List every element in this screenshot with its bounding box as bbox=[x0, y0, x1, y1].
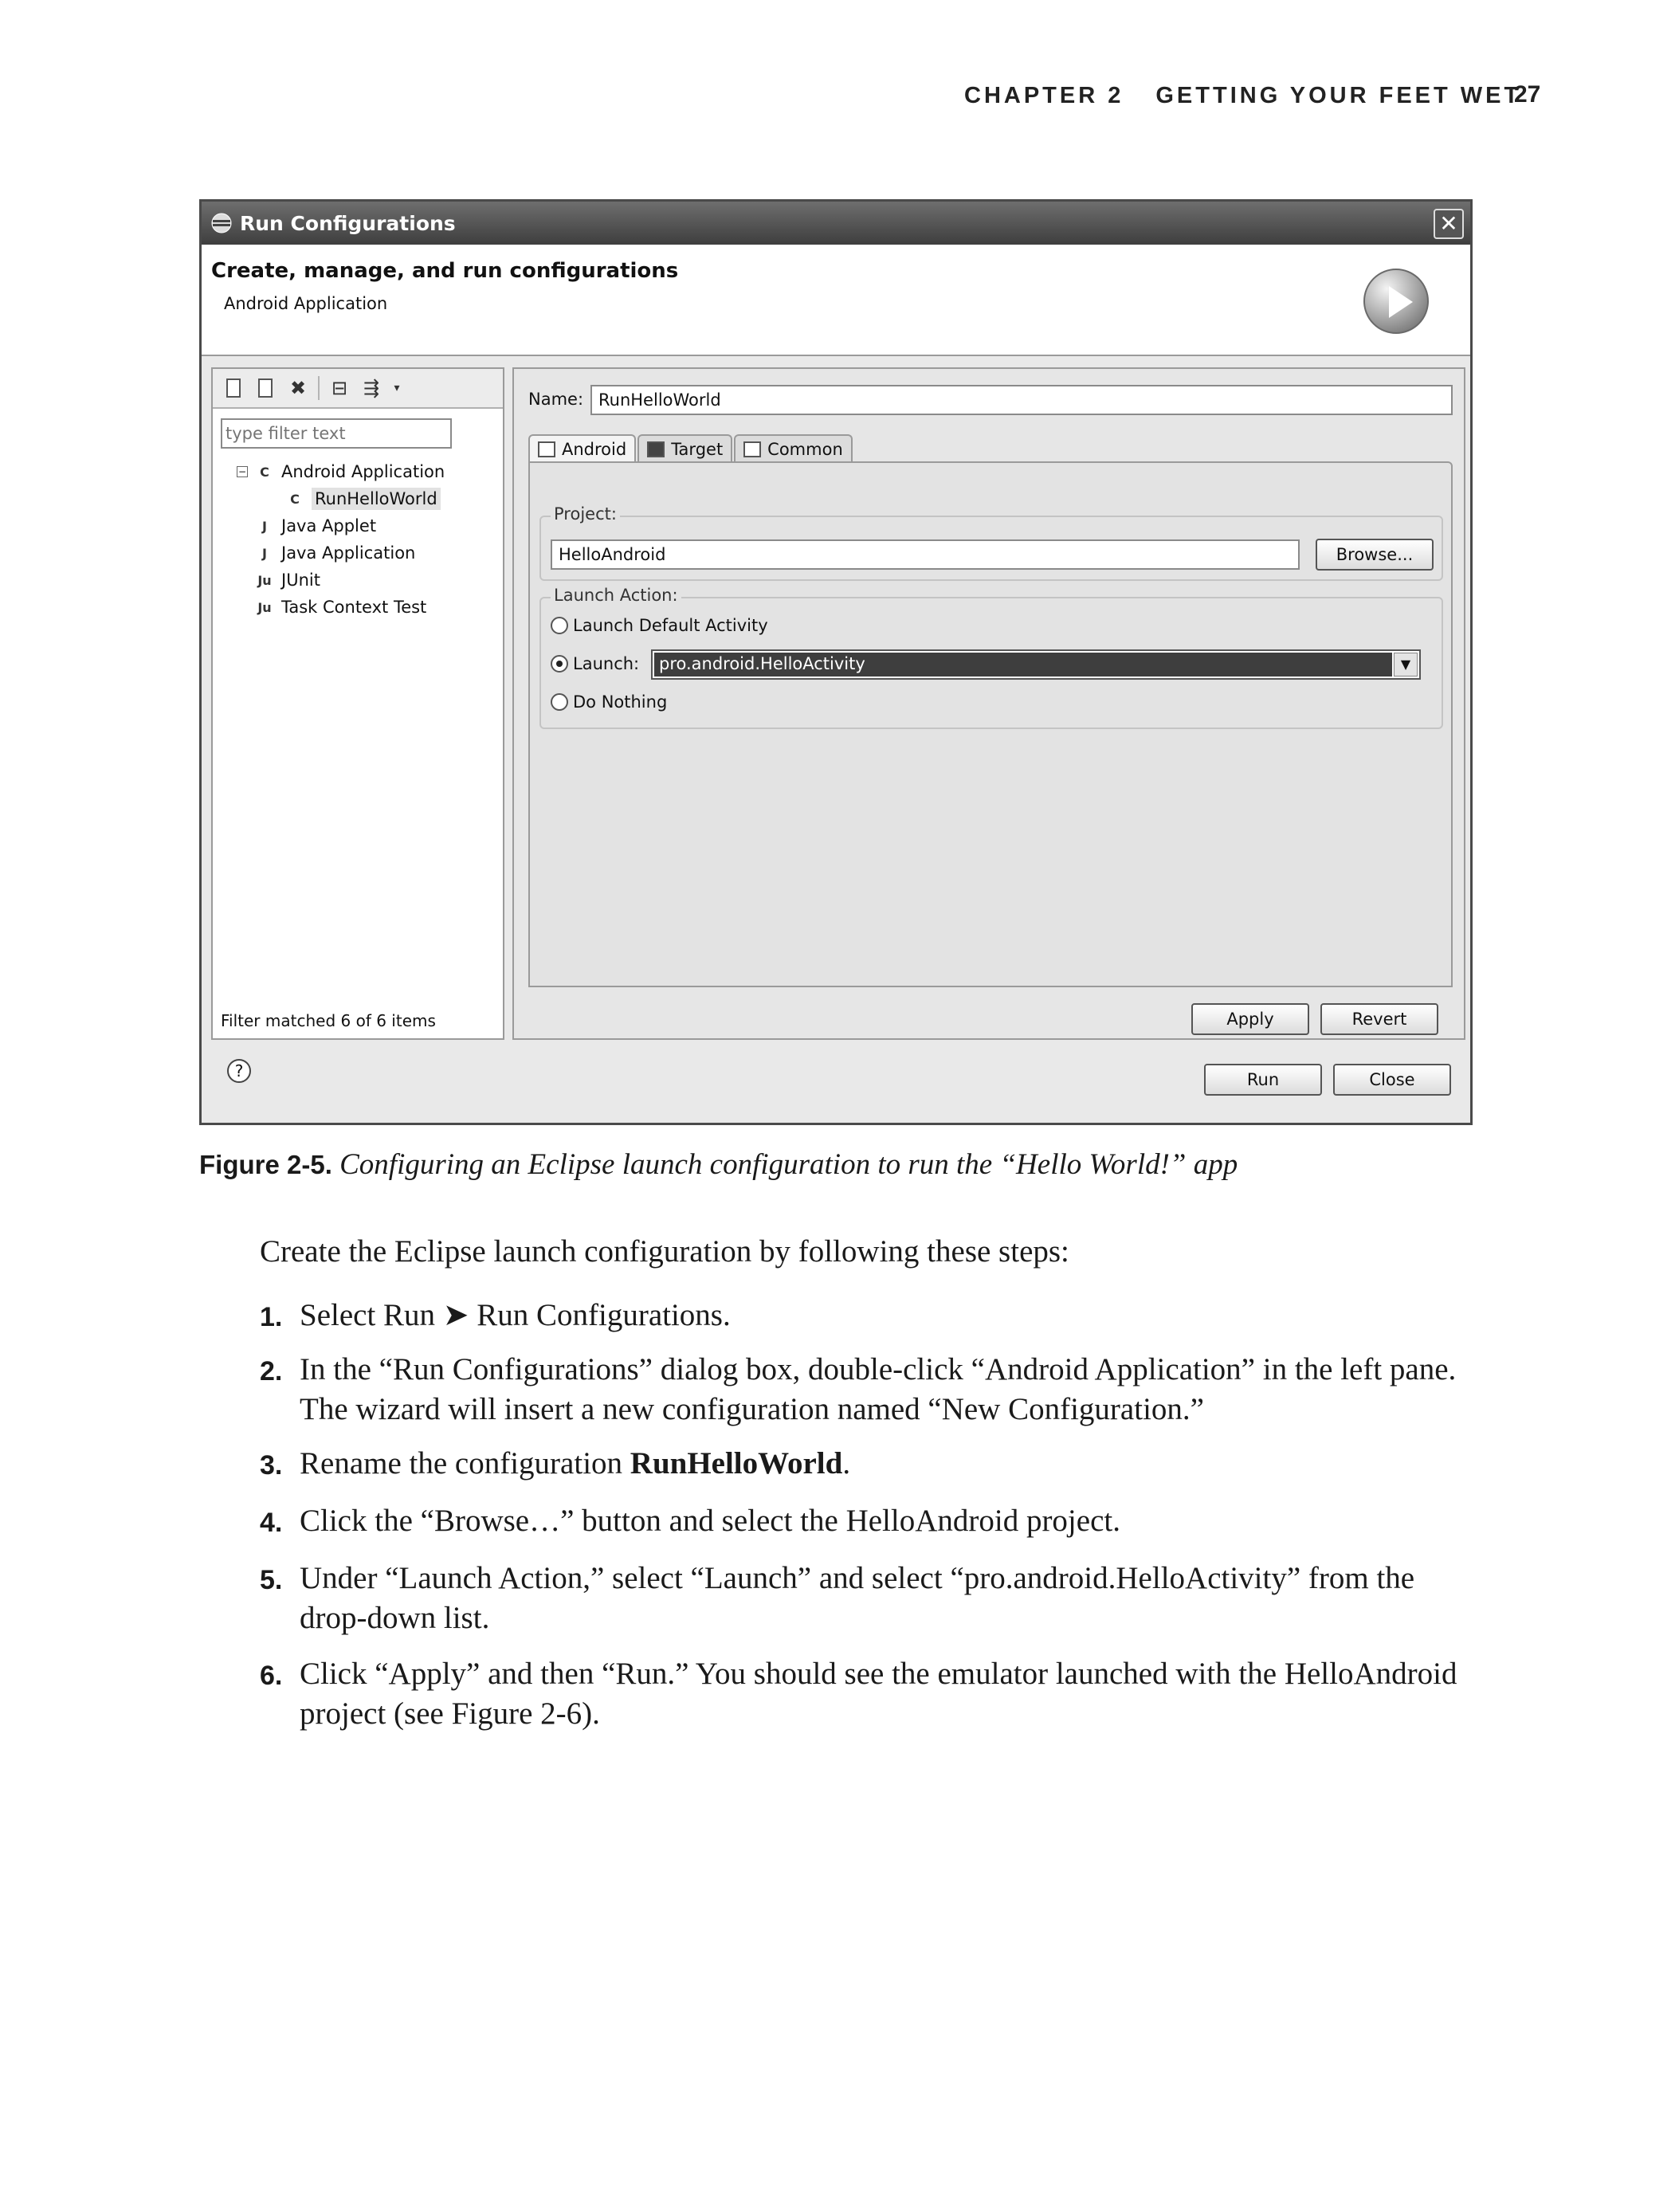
android-config-icon: C bbox=[260, 464, 269, 480]
revert-button[interactable]: Revert bbox=[1320, 1003, 1438, 1035]
eclipse-icon bbox=[210, 211, 233, 235]
dialog-banner bbox=[202, 245, 1470, 356]
steps-list bbox=[260, 1296, 1463, 1734]
step-number: 5. bbox=[260, 1565, 283, 1595]
step-text: Click “Apply” and then “Run.” You should see the emulator launched with the HelloAndroid project (see Figure 2-6). bbox=[300, 1657, 1457, 1731]
running-header bbox=[964, 83, 1522, 109]
java-applet-icon: J bbox=[262, 518, 267, 534]
list-item bbox=[260, 1559, 1463, 1638]
banner-heading: Create, manage, and run configurations bbox=[211, 259, 679, 283]
tree-item-label: Java Application bbox=[281, 543, 416, 563]
dialog-titlebar[interactable] bbox=[202, 202, 1470, 245]
run-play-icon bbox=[1363, 269, 1429, 334]
step-number: 1. bbox=[260, 1302, 283, 1332]
project-group bbox=[539, 504, 1443, 581]
step-text: Under “Launch Action,” select “Launch” and select “pro.android.HelloActivity” from the drop-down list. bbox=[300, 1561, 1415, 1635]
tree-item-label: RunHelloWorld bbox=[312, 488, 441, 510]
android-config-icon: C bbox=[290, 491, 300, 507]
figure-caption-text: Configuring an Eclipse launch configuration to run the “Hello World!” app bbox=[339, 1148, 1238, 1181]
launch-action-group bbox=[539, 586, 1443, 729]
step-text: In the “Run Configurations” dialog box, double-click “Android Application” in the left pane. The wizard will insert a new configuration named “New Configuration.” bbox=[300, 1352, 1457, 1426]
toolbar-separator bbox=[318, 376, 320, 400]
chevron-down-icon[interactable]: ▾ bbox=[394, 382, 400, 394]
step-text: Select Run ➤ Run Configurations. bbox=[300, 1298, 731, 1332]
radio-launch-default-activity[interactable] bbox=[551, 616, 768, 635]
radio-launch[interactable] bbox=[551, 654, 639, 673]
task-context-test-icon: Ju bbox=[257, 599, 272, 615]
radio-button[interactable] bbox=[551, 617, 568, 634]
figure-caption bbox=[199, 1147, 1490, 1182]
delete-icon[interactable]: ✖ bbox=[289, 377, 307, 399]
tree-item-junit[interactable] bbox=[213, 567, 503, 594]
launch-activity-value: pro.android.HelloActivity bbox=[654, 653, 1392, 677]
radio-label: Launch: bbox=[573, 654, 640, 673]
chevron-down-icon[interactable]: ▼ bbox=[1394, 653, 1418, 677]
radio-do-nothing[interactable] bbox=[551, 692, 667, 712]
left-toolbar bbox=[213, 369, 503, 409]
junit-icon: Ju bbox=[257, 572, 272, 588]
list-item bbox=[260, 1654, 1463, 1734]
step-number: 6. bbox=[260, 1661, 283, 1691]
new-config-icon[interactable] bbox=[222, 376, 246, 400]
collapse-toggle-icon[interactable]: − bbox=[237, 466, 247, 477]
tab-common[interactable] bbox=[734, 434, 853, 463]
tab-label: Target bbox=[671, 440, 724, 459]
run-button[interactable]: Run bbox=[1204, 1064, 1322, 1096]
close-button[interactable]: Close bbox=[1333, 1064, 1451, 1096]
tab-target[interactable] bbox=[637, 434, 732, 463]
tab-android[interactable] bbox=[528, 434, 636, 463]
tree-item-label: Java Applet bbox=[281, 516, 377, 535]
project-field[interactable] bbox=[551, 539, 1300, 570]
target-tab-icon bbox=[647, 441, 665, 457]
figure-label: Figure 2-5. bbox=[199, 1150, 332, 1179]
tree-item-runhelloworld[interactable] bbox=[213, 485, 503, 512]
configuration-editor-pane bbox=[512, 367, 1465, 1040]
launch-action-label: Launch Action: bbox=[551, 586, 681, 605]
step-text: Click the “Browse…” button and select the HelloAndroid project. bbox=[300, 1504, 1120, 1538]
radio-button-selected[interactable] bbox=[551, 655, 568, 673]
android-tab-icon bbox=[538, 441, 555, 457]
help-icon[interactable]: ? bbox=[227, 1059, 251, 1083]
config-name-bold: RunHelloWorld bbox=[630, 1446, 843, 1481]
tree-item-android-application[interactable] bbox=[213, 458, 503, 485]
radio-label: Launch Default Activity bbox=[573, 616, 768, 635]
tree-item-label: JUnit bbox=[281, 571, 320, 590]
apply-button[interactable]: Apply bbox=[1191, 1003, 1309, 1035]
tab-label: Android bbox=[562, 440, 627, 459]
duplicate-icon[interactable] bbox=[254, 376, 278, 400]
filter-input[interactable] bbox=[221, 418, 452, 449]
list-item bbox=[260, 1501, 1463, 1543]
android-tab-panel bbox=[528, 461, 1453, 987]
step-number: 2. bbox=[260, 1356, 283, 1386]
configuration-tree bbox=[213, 458, 503, 621]
config-tabs bbox=[528, 434, 854, 463]
list-item bbox=[260, 1350, 1463, 1430]
intro-paragraph: Create the Eclipse launch configuration by following these steps: bbox=[260, 1234, 1069, 1269]
java-application-icon: J bbox=[262, 545, 267, 561]
radio-button[interactable] bbox=[551, 693, 568, 711]
chapter-title: GETTING YOUR FEET WET bbox=[1155, 83, 1522, 108]
tree-item-label: Android Application bbox=[281, 462, 445, 481]
step-text-part: Rename the configuration bbox=[300, 1446, 630, 1481]
window-close-button[interactable]: ✕ bbox=[1434, 209, 1464, 239]
chapter-label: CHAPTER 2 bbox=[964, 83, 1124, 108]
name-field[interactable] bbox=[590, 385, 1453, 415]
filter-icon[interactable]: ⇶ bbox=[363, 377, 380, 399]
page-number: 27 bbox=[1514, 81, 1541, 108]
configuration-list-pane bbox=[211, 367, 504, 1040]
list-item bbox=[260, 1444, 1463, 1485]
dialog-title: Run Configurations bbox=[240, 211, 456, 235]
tree-item-java-application[interactable] bbox=[213, 539, 503, 567]
tab-label: Common bbox=[767, 440, 843, 459]
step-number: 4. bbox=[260, 1508, 283, 1538]
collapse-all-icon[interactable]: ⊟ bbox=[331, 377, 348, 399]
list-item bbox=[260, 1296, 1463, 1337]
tree-item-task-context-test[interactable] bbox=[213, 594, 503, 621]
step-number: 3. bbox=[260, 1450, 283, 1481]
name-label: Name: bbox=[528, 390, 584, 409]
step-text bbox=[300, 1444, 1463, 1485]
banner-subtitle: Android Application bbox=[224, 294, 388, 313]
project-label: Project: bbox=[551, 504, 620, 524]
common-tab-icon bbox=[743, 441, 761, 457]
step-text-part: . bbox=[842, 1446, 851, 1481]
browse-button[interactable]: Browse... bbox=[1316, 539, 1434, 571]
filter-status: Filter matched 6 of 6 items bbox=[221, 1011, 436, 1030]
tree-item-java-applet[interactable] bbox=[213, 512, 503, 539]
tree-item-label: Task Context Test bbox=[281, 598, 427, 617]
launch-activity-select[interactable] bbox=[651, 649, 1421, 680]
radio-label: Do Nothing bbox=[573, 692, 668, 712]
run-configurations-dialog bbox=[199, 199, 1473, 1125]
